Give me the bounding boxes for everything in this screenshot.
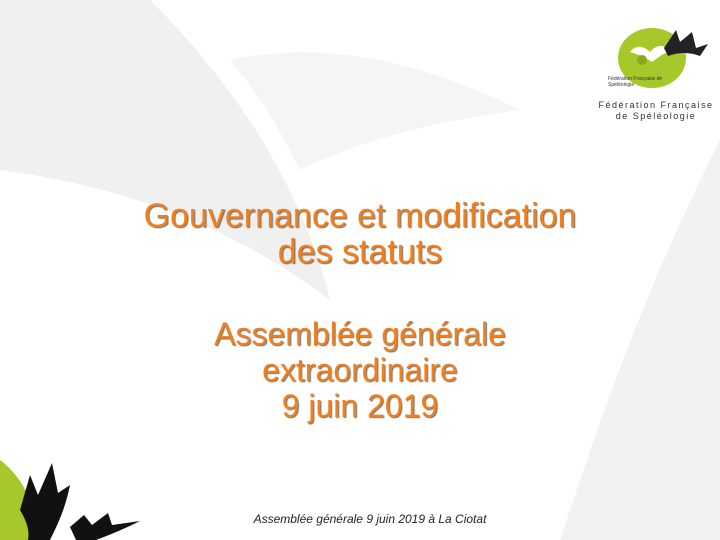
slide-title [60,198,660,270]
subtitle-line2: extraordinaire [262,352,458,388]
footer-text: Assemblée générale 9 juin 2019 à La Ciotat [253,512,487,526]
title-line1: Gouvernance et modification [143,197,577,235]
title-line2: des statuts [277,233,443,271]
logo-name-line2: de Spéléologie [615,111,697,121]
bat-silhouettes-icon [0,455,160,540]
bat-small-icon [70,513,140,540]
background-shape-center [230,52,520,170]
subtitle-line3: 9 juin 2019 [281,388,439,424]
slide-subtitle [60,316,660,424]
subtitle-line1: Assemblée générale [214,316,506,352]
logo-name [596,100,716,122]
logo-small-text: Fédération Française de Spéléologie [608,76,663,88]
logo-name-line1: Fédération Française [598,100,714,110]
